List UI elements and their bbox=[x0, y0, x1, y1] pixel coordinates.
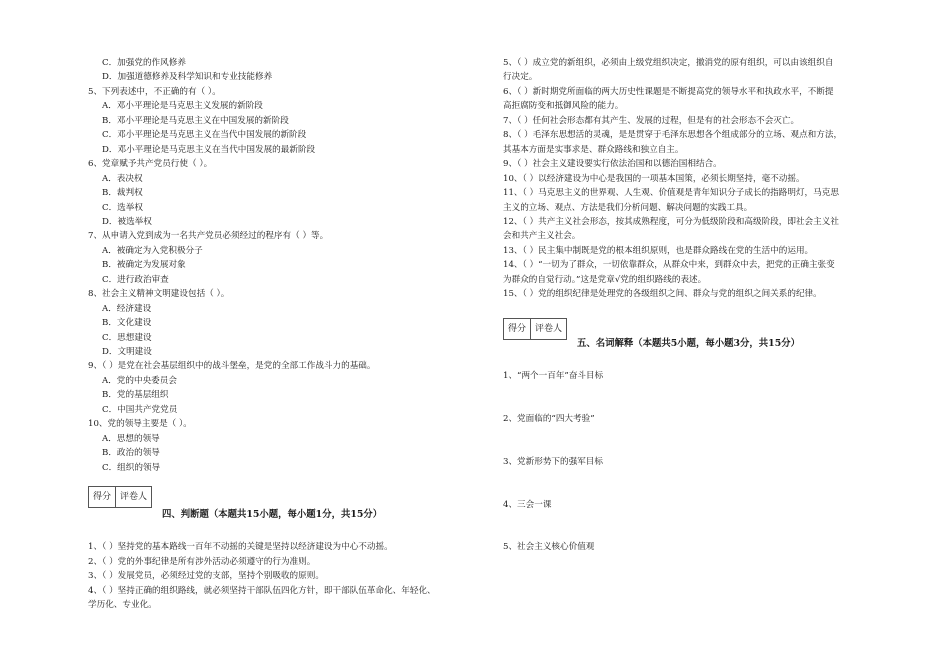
text-line: 主义的立场、观点、方法是我们分析问题、解决问题的实践工具。 bbox=[503, 202, 753, 213]
text-line: 13、（ ）民主集中制既是党的根本组织原则，也是群众路线在党的生活中的运用。 bbox=[503, 245, 814, 256]
text-line: 行决定。 bbox=[503, 72, 538, 83]
reviewer-label: 评卷人 bbox=[115, 487, 151, 507]
text-line: C．邓小平理论是马克思主义在当代中国发展的新阶段 bbox=[102, 130, 307, 141]
score-label: 得分 bbox=[93, 492, 112, 502]
reviewer-label: 评卷人 bbox=[530, 319, 566, 339]
text-line: D．加强道德修养及科学知识和专业技能修养 bbox=[102, 72, 273, 83]
text-line: 10、党的领导主要是（ ）。 bbox=[88, 419, 192, 430]
text-line: 15、（ ）党的组织纪律是处理党的各级组织之间、群众与党的组织之间关系的纪律。 bbox=[503, 289, 822, 300]
text-line: 5、下列表述中，不正确的有（ ）。 bbox=[88, 86, 221, 97]
text-line: B．邓小平理论是马克思主义在中国发展的新阶段 bbox=[102, 115, 289, 126]
text-line: D．邓小平理论是马克思主义在当代中国发展的最新阶段 bbox=[102, 144, 316, 155]
text-line: B．文化建设 bbox=[102, 318, 152, 329]
text-line: D．被选举权 bbox=[102, 216, 152, 227]
text-line: B．裁判权 bbox=[102, 188, 143, 199]
text-line: C．选举权 bbox=[102, 202, 143, 213]
text-line: C．组织的领导 bbox=[102, 462, 161, 473]
text-line: 8、社会主义精神文明建设包括（ ）。 bbox=[88, 289, 230, 300]
text-line: 7、从申请入党到成为一名共产党员必须经过的程序有（ ）等。 bbox=[88, 231, 329, 242]
text-line: 为群众的自觉行动。”这是党章√党的组织路线的表述。 bbox=[503, 274, 707, 285]
text-line: 7、（ ）任何社会形态都有其产生、发展的过程，但是有的社会形态不会灭亡。 bbox=[503, 115, 800, 126]
text-line: A．思想的领导 bbox=[102, 433, 160, 444]
term-item: 5、社会主义核心价值观 bbox=[503, 542, 595, 552]
text-line: C．加强党的作风修养 bbox=[102, 58, 186, 68]
text-line: 9、（ ）是党在社会基层组织中的战斗堡垒，是党的全部工作战斗力的基础。 bbox=[88, 361, 376, 372]
text-line: 学历化、专业化。 bbox=[88, 600, 157, 611]
text-line: 6、党章赋予共产党员行使（ ）。 bbox=[88, 159, 213, 170]
text-line: 4、（ ）坚持正确的组织路线，就必须坚持干部队伍四化方针，即干部队伍革命化、年轻化、 bbox=[88, 585, 436, 596]
text-line: A．经济建设 bbox=[102, 303, 152, 314]
text-line: 11、（ ）马克思主义的世界观、人生观、价值观是青年知识分子成长的指路明灯，马克思 bbox=[503, 188, 839, 199]
term-item: 2、党面临的“四大考验” bbox=[503, 414, 595, 424]
term-item: 1、“两个一百年”奋斗目标 bbox=[503, 371, 604, 381]
score-box-left bbox=[88, 486, 152, 508]
section4-title: 四、判断题（本题共15小题，每小题1分，共15分） bbox=[162, 509, 383, 520]
text-line: A．表决权 bbox=[102, 173, 143, 184]
text-line: B．党的基层组织 bbox=[102, 390, 169, 401]
text-line: 10、（ ）以经济建设为中心是我国的一项基本国策，必须长期坚持，毫不动摇。 bbox=[503, 173, 805, 184]
score-label: 得分 bbox=[508, 324, 527, 334]
text-line: A．邓小平理论是马克思主义发展的新阶段 bbox=[102, 101, 263, 112]
text-line: A．党的中央委员会 bbox=[102, 375, 177, 386]
term-item: 3、党新形势下的强军目标 bbox=[503, 457, 603, 467]
text-line: B．被确定为发展对象 bbox=[102, 260, 186, 271]
text-line: 会和共产主义社会。 bbox=[503, 231, 581, 242]
term-item: 4、三会一课 bbox=[503, 500, 552, 510]
text-line: C．中国共产党党员 bbox=[102, 404, 178, 415]
text-line: 高拒腐防变和抵御风险的能力。 bbox=[503, 101, 624, 112]
text-line: A．被确定为入党积极分子 bbox=[102, 245, 203, 256]
text-line: 1、（ ）坚持党的基本路线一百年不动摇的关键是坚持以经济建设为中心不动摇。 bbox=[88, 542, 393, 552]
text-line: 6、（ ）新时期党所面临的两大历史性课题是不断提高党的领导水平和执政水平，不断提 bbox=[503, 86, 834, 97]
text-line: 12、（ ）共产主义社会形态，按其成熟程度，可分为低级阶段和高级阶段，即社会主义社 bbox=[503, 216, 839, 227]
text-line: 3、（ ）发展党员，必须经过党的支部，坚持个别吸收的原则。 bbox=[88, 571, 324, 582]
text-line: C．思想建设 bbox=[102, 332, 152, 343]
text-line: 2、（ ）党的外事纪律是所有涉外活动必须遵守的行为准则。 bbox=[88, 556, 316, 567]
score-box-right bbox=[503, 318, 567, 340]
text-line: 9、（ ）社会主义建设要实行依法治国和以德治国相结合。 bbox=[503, 159, 722, 170]
text-line: 8、（ ）毛泽东思想活的灵魂，是是贯穿于毛泽东思想各个组成部分的立场、观点和方法， bbox=[503, 130, 843, 141]
text-line: D．文明建设 bbox=[102, 347, 152, 357]
section5-title: 五、名词解释（本题共5小题，每小题3分，共15分） bbox=[577, 338, 800, 349]
text-line: 其基本方面是实事求是、群众路线和独立自主。 bbox=[503, 144, 684, 155]
text-line: 5、（ ）成立党的新组织，必须由上级党组织决定，撤消党的原有组织，可以由该组织自 bbox=[503, 58, 834, 68]
text-line: C．进行政治审查 bbox=[102, 274, 169, 285]
text-line: 14、（ ）“一切为了群众，一切依靠群众，从群众中来，到群众中去，把党的正确主张变 bbox=[503, 260, 835, 271]
text-line: B．政治的领导 bbox=[102, 448, 160, 459]
